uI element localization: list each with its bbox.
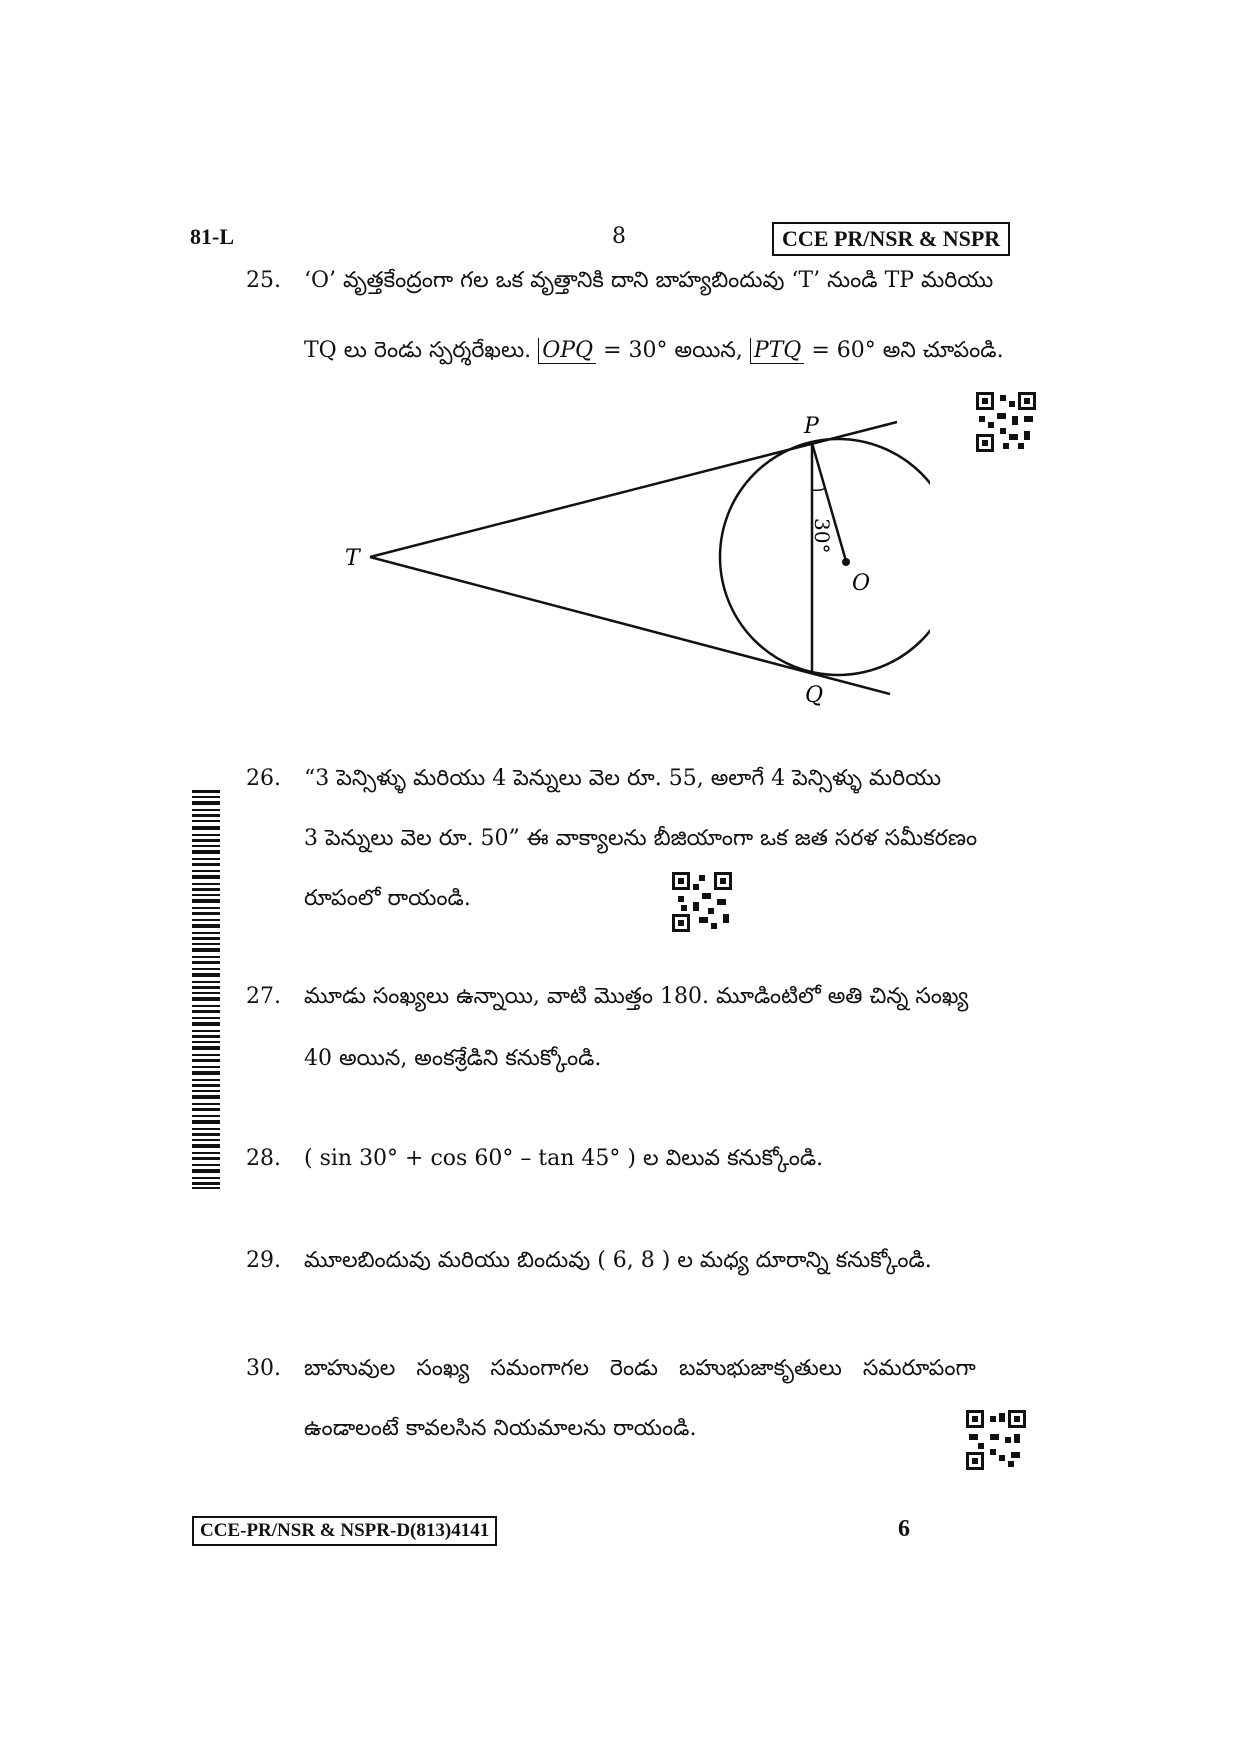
question-text-line2 <box>304 336 1004 366</box>
label-q: Q <box>805 683 824 708</box>
qr-code-icon <box>672 872 732 932</box>
question-text-line3: రూపంలో రాయండి. <box>304 886 471 911</box>
footer-code: CCE-PR/NSR & NSPR-D(813)4141 <box>192 1516 497 1546</box>
question-text-line1: ( sin 30° + cos 60° – tan 45° ) ల విలువ కనుక్కోండి. <box>304 1146 824 1171</box>
tangent-circle-diagram <box>330 405 930 715</box>
qr-code-icon <box>966 1410 1026 1470</box>
angle-arc <box>812 488 825 490</box>
paper-code: 81-L <box>190 224 234 249</box>
question-number: 25. <box>246 268 281 293</box>
angle-ptq: PTQ <box>750 338 805 364</box>
text-segment: = 60° అని చూపండి. <box>811 338 1004 363</box>
question-number: 29. <box>246 1248 281 1273</box>
question-number: 26. <box>246 766 281 791</box>
question-number: 28. <box>246 1146 281 1171</box>
label-t: T <box>345 546 360 571</box>
question-number: 30. <box>246 1356 281 1381</box>
question-text-line2: 40 అయిన, అంకశ్రేడిని కనుక్కోండి. <box>304 1046 602 1071</box>
barcode-icon <box>192 790 220 1190</box>
question-text-line1: మూలబిందువు మరియు బిందువు ( 6, 8 ) ల మధ్య దూరాన్ని కనుక్కోండి. <box>304 1248 932 1273</box>
page-number: 8 <box>612 224 626 249</box>
angle-label: 30° <box>810 518 834 554</box>
question-text-line2: 3 పెన్నులు వెల రూ. 50” ఈ వాక్యాలను బీజియాంగా ఒక జత సరళ సమీకరణం <box>304 826 978 851</box>
question-text-line2: ఉండాలంటే కావలసిన నియమాలను రాయండి. <box>304 1416 697 1441</box>
series-badge: CCE PR/NSR & NSPR <box>772 222 1010 256</box>
circle <box>720 439 930 675</box>
question-number: 27. <box>246 984 281 1009</box>
label-p: P <box>804 414 819 439</box>
angle-opq: OPQ <box>538 338 596 364</box>
qr-code-icon <box>976 392 1036 452</box>
question-text-line1: “3 పెన్సిళ్ళు మరియు 4 పెన్నులు వెల రూ. 55, అలాగే 4 పెన్సిళ్ళు మరియు <box>304 766 942 791</box>
question-text-line1: ‘O’ వృత్తకేంద్రంగా గల ఒక వృత్తానికి దాని బాహ్యబిందువు ‘T’ నుండి TP మరియు <box>304 268 994 293</box>
footer-page-number: 6 <box>898 1516 910 1542</box>
text-segment: = 30° అయిన, <box>603 338 743 363</box>
center-point <box>842 558 850 566</box>
question-text-line1: బాహువుల సంఖ్య సమంగాగల రెండు బహుభుజాకృతులు సమరూపంగా <box>304 1356 976 1381</box>
text-segment: TQ లు రెండు స్పర్శరేఖలు. <box>304 338 532 363</box>
question-text-line1: మూడు సంఖ్యలు ఉన్నాయి, వాటి మొత్తం 180. మూడింటిలో అతి చిన్న సంఖ్య <box>304 984 969 1009</box>
label-o: O <box>852 571 871 596</box>
